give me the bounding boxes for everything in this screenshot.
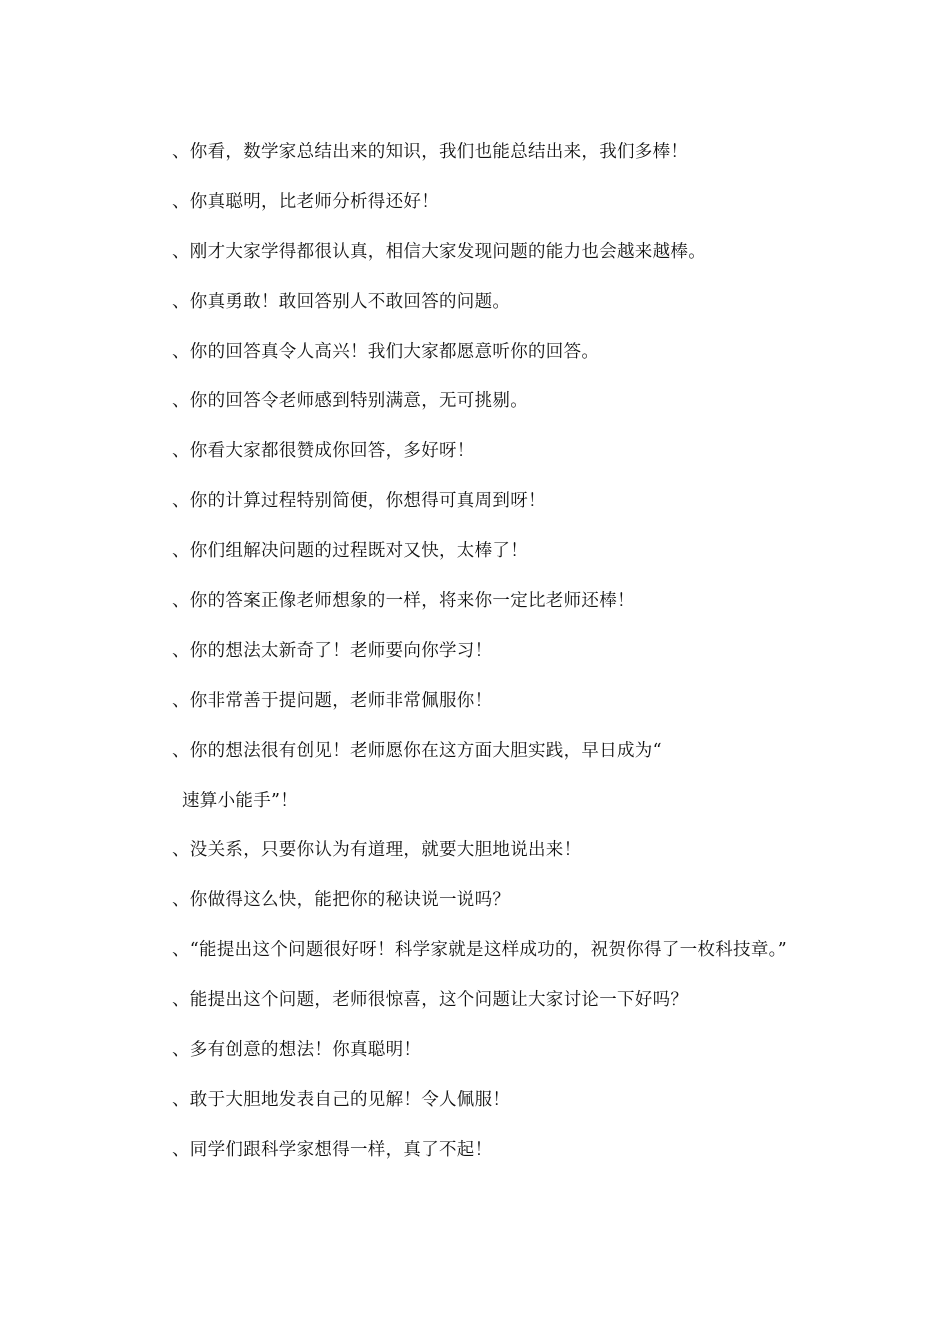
- list-item: 、你非常善于提问题，老师非常佩服你！: [172, 690, 493, 711]
- list-item: 、你的回答令老师感到特别满意，无可挑剔。: [172, 391, 528, 412]
- list-item: 、“能提出这个问题很好呀！科学家就是这样成功的，祝贺你得了一枚科技章。”: [172, 940, 787, 961]
- list-item: 、你的回答真令人高兴！我们大家都愿意听你的回答。: [172, 341, 600, 362]
- list-item: 、多有创意的想法！你真聪明！: [172, 1040, 422, 1061]
- list-item: 、你的想法很有创见！老师愿你在这方面大胆实践，早日成为“: [172, 740, 662, 761]
- list-item: 、你的想法太新奇了！老师要向你学习！: [172, 640, 493, 661]
- list-item: 、敢于大胆地发表自己的见解！令人佩服！: [172, 1089, 511, 1110]
- list-item: 、刚才大家学得都很认真，相信大家发现问题的能力也会越来越棒。: [172, 241, 706, 262]
- list-item: 、你的答案正像老师想象的一样，将来你一定比老师还棒！: [172, 591, 635, 612]
- list-item: 、你真勇敢！敢回答别人不敢回答的问题。: [172, 291, 511, 312]
- list-item: 、没关系，只要你认为有道理，就要大胆地说出来！: [172, 840, 582, 861]
- list-item: 、能提出这个问题，老师很惊喜，这个问题让大家讨论一下好吗？: [172, 990, 689, 1011]
- praise-list: [172, 136, 872, 1184]
- list-item: 、你看大家都很赞成你回答，多好呀！: [172, 441, 475, 462]
- list-item: 、你做得这么快，能把你的秘诀说一说吗？: [172, 890, 511, 911]
- list-item: 、你真聪明，比老师分析得还好！: [172, 191, 439, 212]
- list-item: 、你看，数学家总结出来的知识，我们也能总结出来，我们多棒！: [172, 142, 689, 162]
- list-item: 、你们组解决问题的过程既对又快，太棒了！: [172, 541, 528, 562]
- list-item-continuation: 速算小能手”！: [182, 790, 299, 811]
- list-item: 、同学们跟科学家想得一样，真了不起！: [172, 1139, 493, 1160]
- list-item: 、你的计算过程特别简便，你想得可真周到呀！: [172, 491, 546, 512]
